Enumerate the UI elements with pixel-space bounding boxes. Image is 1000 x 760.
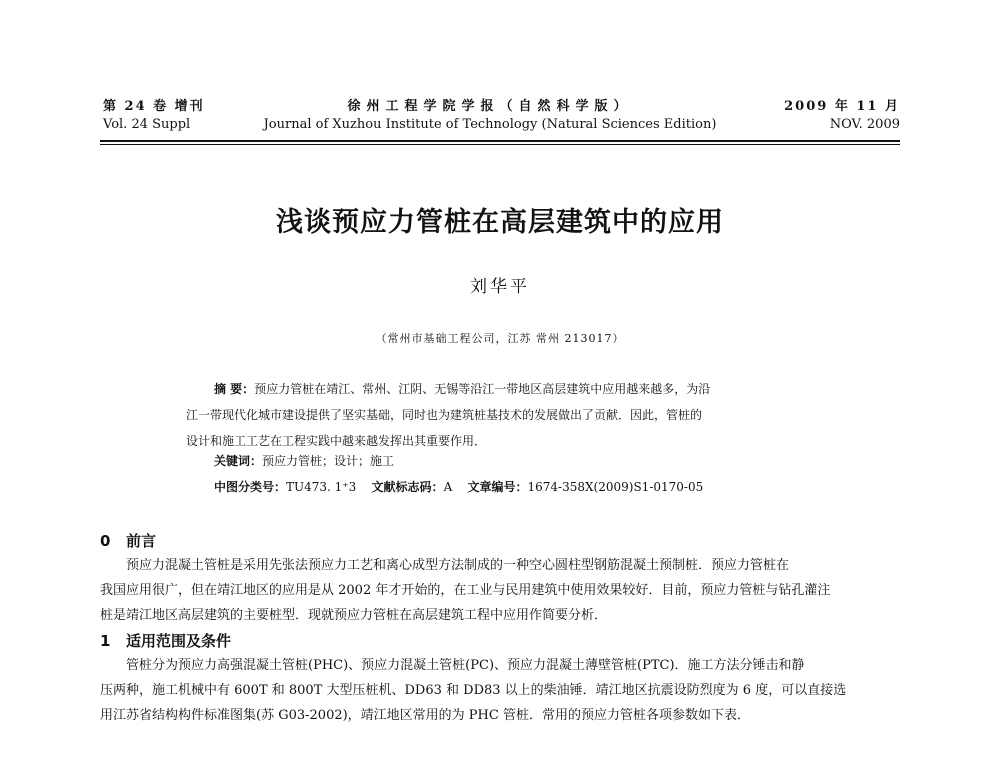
section-number: 0 <box>100 532 111 550</box>
clc-label: 中图分类号： <box>214 480 287 494</box>
date-cn: 2009 年 11 月 <box>784 99 900 114</box>
journal-name <box>240 98 740 134</box>
paragraph-line: 预应力混凝土管桩是采用先张法预应力工艺和离心成型方法制成的一种空心圆柱型钢筋混凝土预制桩．预应力管桩在 <box>126 558 790 573</box>
keywords <box>214 452 394 469</box>
keywords-text: 预应力管桩；设计；施工 <box>262 454 395 468</box>
paragraph-line: 用江苏省结构构件标准图集(苏 G03-2002)，靖江地区常用的为 PHC 管桩．常用的预应力管桩各项参数如下表． <box>100 708 750 723</box>
doc-code-value: A <box>443 480 453 494</box>
journal-name-en: Journal of Xuzhou Institute of Technology (Natural Sciences Edition) <box>263 117 717 132</box>
author-affiliation: （常州市基础工程公司，江苏 常州 213017） <box>375 332 625 345</box>
abstract-text-1: 预应力管桩在靖江、常州、江阴、无锡等沿江一带地区高层建筑中应用越来越多，为沿 <box>254 382 711 396</box>
volume-cn: 第 24 卷 增刊 <box>103 99 205 114</box>
paragraph-line: 桩是靖江地区高层建筑的主要桩型．现就预应力管桩在高层建筑工程中应用作简要分析． <box>100 608 608 623</box>
doc-code-label: 文献标志码： <box>371 480 444 494</box>
section-paragraph-scope <box>100 653 902 728</box>
article-title: 浅谈预应力管桩在高层建筑中的应用 <box>276 207 724 238</box>
article-no-value: 1674-358X(2009)S1-0170-05 <box>527 480 704 494</box>
keywords-label: 关键词： <box>214 454 263 468</box>
article-author: 刘华平 <box>470 277 530 297</box>
article-no-label: 文章编号： <box>467 480 528 494</box>
date-en: NOV. 2009 <box>829 117 900 132</box>
paragraph-line: 我国应用很广，但在靖江地区的应用是从 2002 年才开始的，在工业与民用建筑中使用效果较好．目前，预应力管桩与钻孔灌注 <box>100 583 831 598</box>
header-rule-thick <box>100 140 900 142</box>
clc-value: TU473. 1⁺3 <box>286 480 357 494</box>
abstract-text-2: 江一带现代化城市建设提供了坚实基础，同时也为建筑桩基技术的发展做出了贡献．因此，管桩的 <box>186 408 703 422</box>
paragraph-line: 压两种，施工机械中有 600T 和 800T 大型压桩机、DD63 和 DD83 以上的柴油锤．靖江地区抗震设防烈度为 6 度，可以直接选 <box>100 683 847 698</box>
section-title: 前言 <box>126 532 157 550</box>
volume-en: Vol. 24 Suppl <box>103 117 191 132</box>
classification <box>214 478 703 495</box>
abstract-label: 摘 要： <box>214 382 255 396</box>
header-rule-thin <box>100 144 900 145</box>
section-paragraph-intro <box>100 553 902 628</box>
journal-date <box>784 98 900 134</box>
abstract <box>186 376 822 454</box>
journal-name-cn: 徐州工程学院学报（自然科学版） <box>347 99 633 114</box>
section-heading-scope <box>100 630 231 651</box>
abstract-line <box>186 376 822 402</box>
abstract-text-3: 设计和施工工艺在工程实践中越来越发挥出其重要作用． <box>186 434 487 448</box>
paragraph-line: 管桩分为预应力高强混凝土管桩(PHC)、预应力混凝土管桩(PC)、预应力混凝土薄壁管桩(PTC)．施工方法分锤击和静 <box>126 658 805 673</box>
section-number: 1 <box>100 632 111 650</box>
section-title: 适用范围及条件 <box>126 632 232 650</box>
journal-volume <box>103 98 205 134</box>
section-heading-intro <box>100 530 156 551</box>
